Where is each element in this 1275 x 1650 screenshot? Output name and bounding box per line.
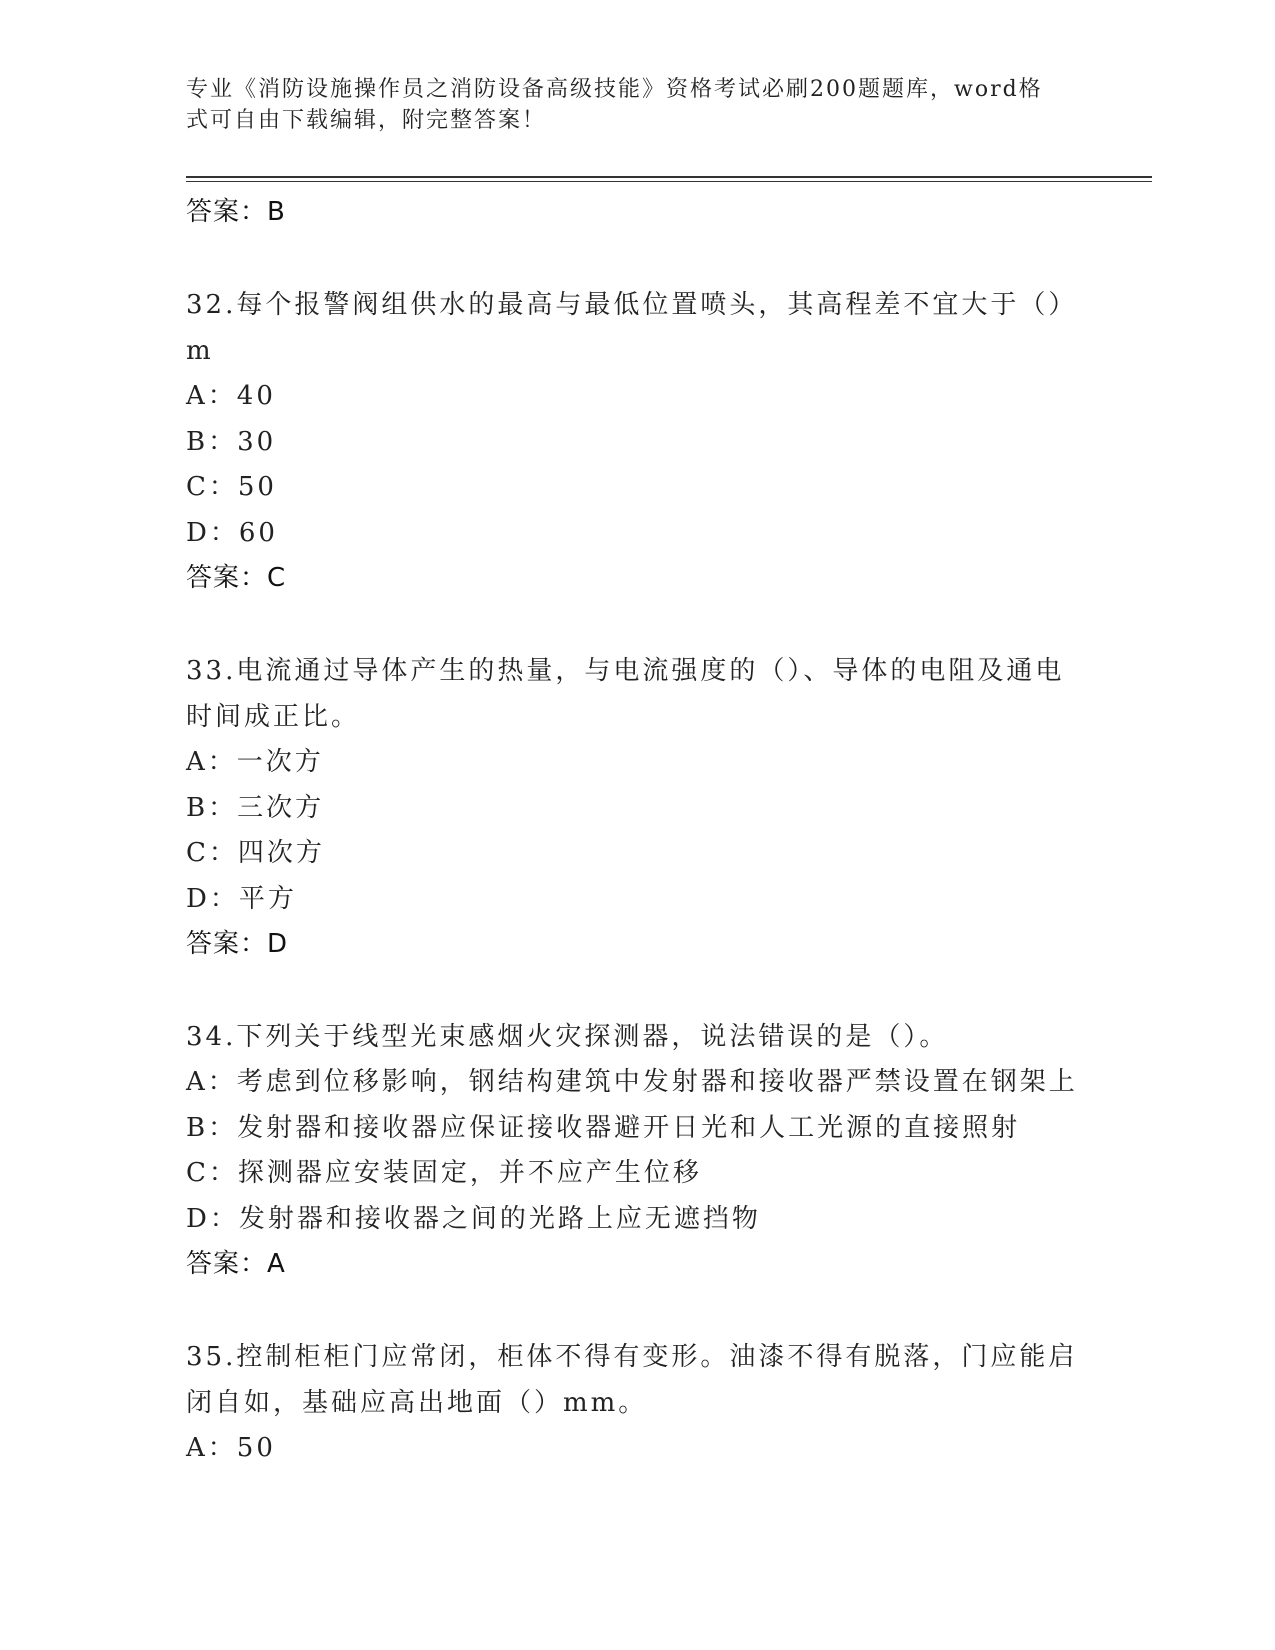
option-c: C：四次方 xyxy=(186,838,325,868)
option-b: B：三次方 xyxy=(186,792,325,823)
option-d: D：平方 xyxy=(186,883,297,914)
option-b: B：发射器和接收器应保证接收器避开日光和人工光源的直接照射 xyxy=(186,1112,1021,1143)
option-d: D：60 xyxy=(186,517,278,548)
previous-answer: 答案：B xyxy=(186,197,286,227)
question-stem: 33.电流通过导体产生的热量，与电流强度的（）、导体的电阻及通电 xyxy=(186,656,1065,686)
option-a: A：一次方 xyxy=(186,747,324,777)
question-34 xyxy=(186,1014,1106,1286)
option-c: C：探测器应安装固定，并不应产生位移 xyxy=(186,1158,702,1188)
question-stem: 闭自如，基础应高出地面（）mm。 xyxy=(186,1388,648,1418)
option-a: A：50 xyxy=(186,1433,276,1463)
question-stem: m xyxy=(186,336,214,366)
option-a: A：40 xyxy=(186,381,276,411)
option-c: C：50 xyxy=(186,472,277,502)
question-stem: 34.下列关于线型光束感烟火灾探测器，说法错误的是（）。 xyxy=(186,1022,949,1052)
header-divider-thick xyxy=(186,176,1152,178)
question-stem: 时间成正比。 xyxy=(186,702,361,732)
option-d: D：发射器和接收器之间的光路上应无遮挡物 xyxy=(186,1203,761,1234)
header-line-2: 式可自由下载编辑，附完整答案！ xyxy=(186,108,547,133)
answer-line: 答案：D xyxy=(186,929,289,959)
question-stem: 32.每个报警阀组供水的最高与最低位置喷头，其高程差不宜大于（） xyxy=(186,290,1078,320)
document-header xyxy=(186,74,1086,136)
question-list xyxy=(186,190,1106,1472)
question-stem: 35.控制柜柜门应常闭，柜体不得有变形。油漆不得有脱落，门应能启 xyxy=(186,1342,1078,1372)
header-line-1: 专业《消防设施操作员之消防设备高级技能》资格考试必刷200题题库，word格 xyxy=(186,77,1043,102)
question-33 xyxy=(186,648,1106,966)
answer-line: 答案：C xyxy=(186,563,287,593)
option-a: A：考虑到位移影响，钢结构建筑中发射器和接收器严禁设置在钢架上 xyxy=(186,1067,1078,1097)
question-35 xyxy=(186,1334,1106,1472)
answer-line: 答案：A xyxy=(186,1249,286,1279)
option-b: B：30 xyxy=(186,426,277,457)
header-divider-thin xyxy=(186,181,1152,182)
question-32 xyxy=(186,282,1106,600)
